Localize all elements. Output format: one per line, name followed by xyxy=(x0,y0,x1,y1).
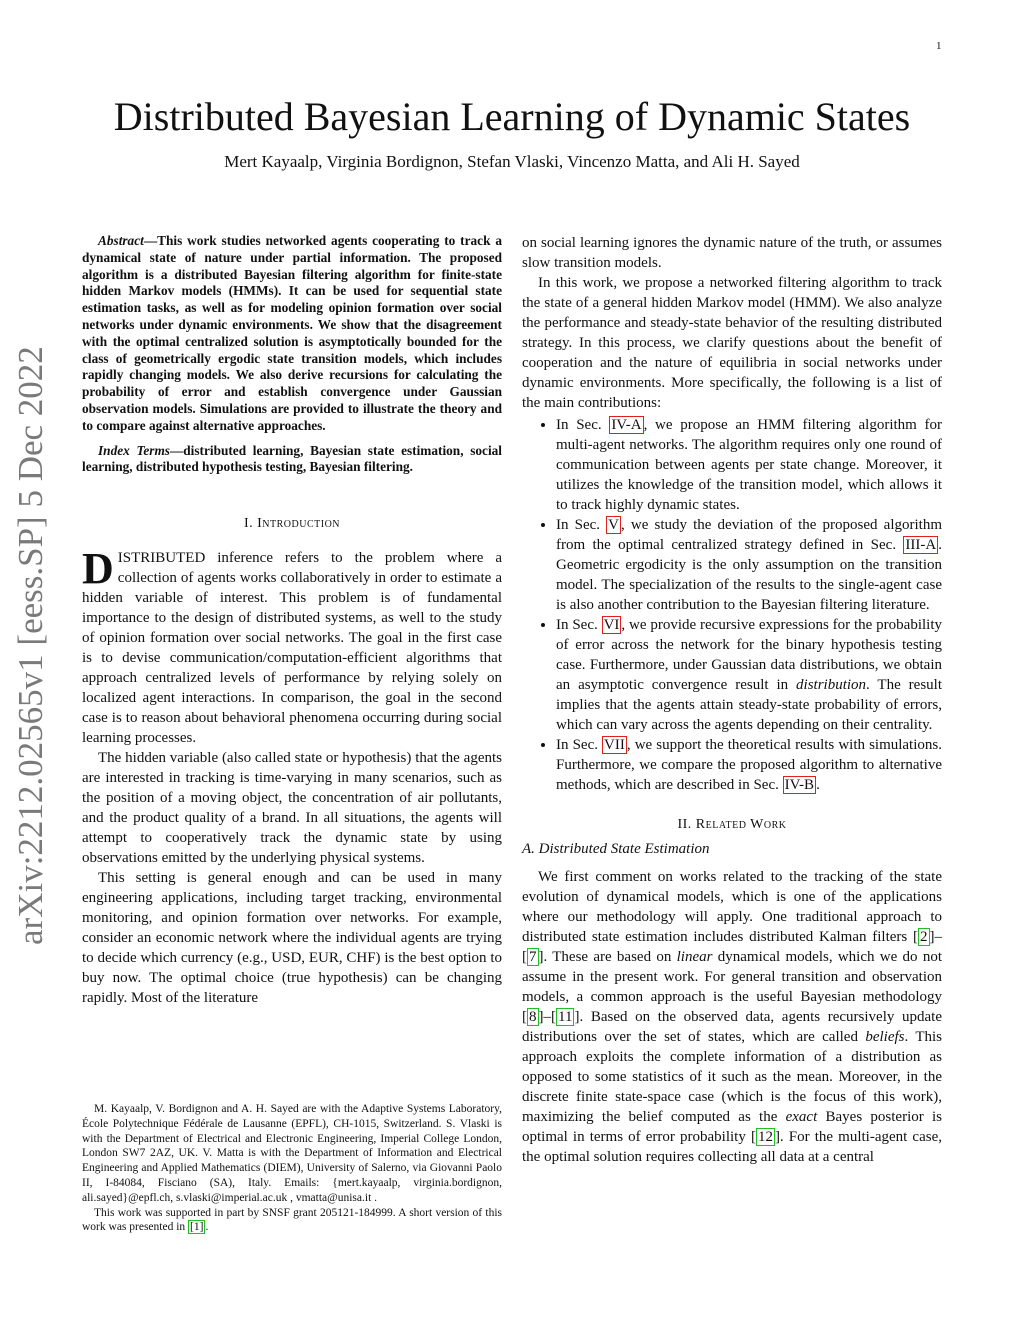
intro-paragraph-this-work: In this work, we propose a networked filtering algorithm to track the state of a general hidden Markov model (HMM). We also analyze the performance and steady-state behavior of the resulting distributed strategy. In this process, we clarify questions about the benefit of cooperation and the nature of equilibria in social networks under dynamic environments. More specifically, the following is a list of the main contributions: xyxy=(522,275,942,411)
footnotes xyxy=(82,1102,502,1235)
abstract-label: Abstract xyxy=(98,233,144,248)
contribution-item xyxy=(556,515,942,615)
text-span: ]–[ xyxy=(538,1009,556,1025)
intro-paragraph-3: This setting is general enough and can be used in many engineering applications, including target tracking, environmental monitoring, and opinion formation over networks. For example, consider an economic network where the individual agents are trying to decide which currency (e.g., USD, EUR, CHF) is the best option to buy now. The optimal choice (true hypothesis) can be changing rapidly. Most of the literature xyxy=(82,870,502,1007)
section-link-vi[interactable]: VI xyxy=(603,617,620,633)
text-span: dynamical models, which we do not assume in the present work. For general transition and observation models, a common approach is the useful Bayesian methodology [ xyxy=(522,949,942,1025)
citation-link-1[interactable]: [1] xyxy=(190,1221,204,1234)
contribution-item xyxy=(556,735,942,795)
text-span: ]. Based on the observed data, agents recursively update distributions over the set of states, which are called xyxy=(522,1009,942,1045)
citation-link-8[interactable]: 8 xyxy=(529,1009,537,1025)
intro-paragraph-2: The hidden variable (also called state or hypothesis) that the agents are interested in tracking is time-varying in many scenarios, such as the position of a moving object, the concentration of air pollutants, and the product quality of a brand. In all situations, the agents will attempt to cooperatively track the dynamic state by using observations emitted by the underlying physical systems. xyxy=(82,750,502,867)
text-span: . xyxy=(816,777,820,793)
index-terms-label: Index Terms xyxy=(98,442,170,458)
text-span: In Sec. xyxy=(556,517,607,533)
paper-title: Distributed Bayesian Learning of Dynamic States xyxy=(113,94,911,139)
text-span: ]–[ xyxy=(522,929,942,965)
text-span: , we provide recursive expressions for the probability of error across the network for the binary hypothesis testing case. Furthermore, under Gaussian data distributions, we obtain an asymptotic convergence result in xyxy=(556,617,942,693)
page-number: 1 xyxy=(936,40,942,52)
contribution-item xyxy=(556,415,942,515)
contribution-item xyxy=(556,615,942,735)
footnote-affiliations: M. Kayaalp, V. Bordignon and A. H. Sayed are with the Adaptive Systems Laboratory, École Polytechnique Fédérale de Lausanne (EPFL), CH-1015, Switzerland. S. Vlaski is with the Department of Electrical and Electronic Engineering, Imperial College London, London SW7 2AZ, UK. V. Matta is with the Department of Information and Electrical Engineering and Applied Mathematics (DIEM), University of Salerno, via Giovanni Paolo II, I-84084, Fisciano (SA), Italy. Emails: {mert.kayaalp, virginia.bordignon, ali.sayed}@epfl.ch, s.vlaski@imperial.ac.uk , vmatta@unisa.it . xyxy=(82,1103,502,1204)
left-column xyxy=(82,233,502,1008)
emphasis-beliefs: beliefs xyxy=(865,1029,905,1045)
section-link-iv-a[interactable]: IV-A xyxy=(611,417,642,433)
right-column xyxy=(522,233,942,1167)
text-span: . The result implies that the agents attain steady-state probability of errors, which can vary across the agents depending on their centrality. xyxy=(556,677,942,733)
text-span: ]. These are based on xyxy=(538,949,677,965)
author-list: Mert Kayaalp, Virginia Bordignon, Stefan Vlaski, Vincenzo Matta, and Ali H. Sayed xyxy=(224,152,800,171)
emphasis-linear: linear xyxy=(676,949,713,965)
text-span: , we propose an HMM filtering algorithm for multi-agent networks. The algorithm requires only one round of communication between agents per state change. Moreover, it utilizes the knowledge of the transition model, which allows it to track highly dynamic states. xyxy=(556,417,943,513)
text-span: We first comment on works related to the tracking of the state evolution of dynamical models, which is one of the applications where our methodology will apply. One traditional approach to distributed state estimation includes distributed Kalman filters [ xyxy=(522,869,942,945)
footnote-funding xyxy=(82,1206,502,1236)
subsection-heading: A. Distributed State Estimation xyxy=(522,841,710,857)
intro-p1-text: ISTRIBUTED inference refers to the problem where a collection of agents works collaboratively in order to estimate a hidden variable of interest. This problem is of fundamental importance to the design of distributed systems, as well to the study of opinion formation over social networks. The goal in the first case is to devise communication/computation-efficient algorithms that approach centralized levels of performance by relying solely on localized agent interactions. In comparison, the goal in the second case is to reason about behavioral phenomena occurring during social learning processes. xyxy=(82,550,502,747)
text-span: In Sec. xyxy=(556,617,602,633)
emphasis-distribution: distribution xyxy=(796,677,867,693)
text-span: ]. For the multi-agent case, the optimal solution requires collecting all data at a central xyxy=(522,1129,942,1165)
citation-link-7[interactable]: 7 xyxy=(529,949,537,965)
section-heading-related-work: II. Related Work xyxy=(677,817,787,832)
index-terms xyxy=(82,443,502,477)
funding-text: This work was supported in part by SNSF grant 205121-184999. A short version of this work was presented in xyxy=(82,1206,502,1234)
contribution-list xyxy=(522,415,942,795)
text-span: In Sec. xyxy=(556,417,610,433)
section-link-v[interactable]: V xyxy=(608,517,619,533)
text-span: . This approach exploits the complete information of a distribution as opposed to some statistics of it such as the mean. Moreover, in the discrete finite state-space case (which is the focus of this work), maximizing the belief computed as the xyxy=(522,1029,942,1125)
text-span: Bayes posterior is optimal in terms of error probability [ xyxy=(522,1109,942,1145)
abstract xyxy=(82,233,502,435)
section-link-iii-a[interactable]: III-A xyxy=(905,537,937,553)
section-link-iv-b[interactable]: IV-B xyxy=(784,777,815,793)
citation-link-11[interactable]: 11 xyxy=(558,1009,573,1025)
arxiv-stamp: arXiv:2212.02565v1 [eess.SP] 5 Dec 2022 xyxy=(11,346,50,945)
text-span: In Sec. xyxy=(556,737,603,753)
drop-cap: D xyxy=(82,544,114,594)
text-span: , we study the deviation of the proposed algorithm from the optimal centralized strategy defined in Sec. xyxy=(556,517,942,553)
citation-link-12[interactable]: 12 xyxy=(757,1129,773,1145)
related-work-paragraph xyxy=(522,867,942,1167)
abstract-text: —This work studies networked agents cooperating to track a dynamical state of nature under partial information. The proposed algorithm is a distributed Bayesian filtering algorithm for finite-state hidden Markov models (HMMs). It can be used for sequential state estimation tasks, as well as for modeling opinion formation over social networks under dynamic environments. We show that the disagreement with the optimal centralized solution is asymptotically bounded for the class of geometrically ergodic state transition models, which includes rapidly changing models. We also derive recursions for calculating the probability of error and establish convergence under Gaussian observation models. Simulations are provided to illustrate the theory and to compare against alternative approaches. xyxy=(82,233,502,433)
intro-paragraph-1 xyxy=(82,544,502,748)
text-span: , we support the theoretical results with simulations. Furthermore, we compare the proposed algorithm to alternative methods, which are described in Sec. xyxy=(556,737,942,793)
citation-link-2[interactable]: 2 xyxy=(920,929,928,945)
section-link-vii[interactable]: VII xyxy=(604,737,625,753)
text-span: . Geometric ergodicity is the only assumption on the transition model. The specialization of the results to the single-agent case is also another contribution to the Bayesian filtering literature. xyxy=(556,537,942,613)
intro-continuation: on social learning ignores the dynamic nature of the truth, or assumes slow transition models. xyxy=(522,235,942,271)
emphasis-exact: exact xyxy=(785,1109,818,1125)
section-heading-introduction: I. Introduction xyxy=(243,516,341,532)
funding-text-end: . xyxy=(205,1221,209,1234)
index-terms-text: —distributed learning, Bayesian state estimation, social learning, distributed hypothesis testing, Bayesian filtering. xyxy=(82,442,502,475)
